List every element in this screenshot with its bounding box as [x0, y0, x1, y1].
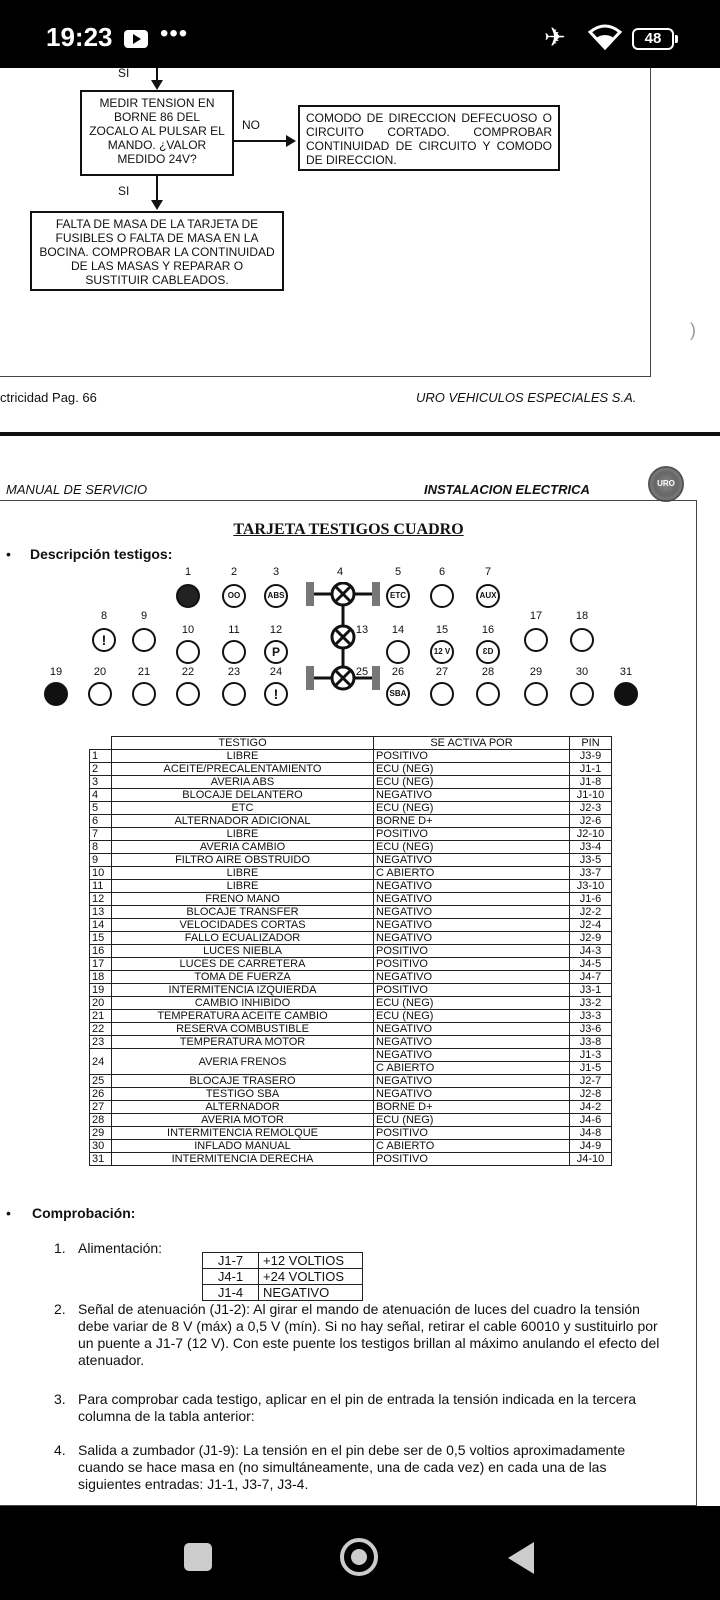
indicator-table [89, 736, 612, 1166]
testigo-cell: TEMPERATURA ACEITE CAMBIO [112, 1010, 374, 1023]
row-number-cell: 19 [90, 984, 112, 997]
flow-connector [234, 140, 286, 142]
table-row [90, 1036, 612, 1049]
activation-cell: NEGATIVO [374, 919, 570, 932]
arrow-left-icon [44, 682, 68, 706]
testigo-cell: ACEITE/PRECALENTAMIENTO [112, 763, 374, 776]
activation-cell: NEGATIVO [374, 906, 570, 919]
testigo-cell: LIBRE [112, 880, 374, 893]
table-row: J1-7 +12 VOLTIOS [203, 1253, 363, 1269]
icon-number: 3 [272, 566, 280, 578]
pin-cell: J4-6 [570, 1114, 612, 1127]
table-row [90, 1153, 612, 1166]
table-row [90, 1140, 612, 1153]
activation-cell: ECU (NEG) [374, 841, 570, 854]
row-number-cell: 26 [90, 1088, 112, 1101]
pin-cell: J3-1 [570, 984, 612, 997]
page-bottom-border [0, 376, 651, 377]
pin-cell: J1-10 [570, 789, 612, 802]
activation-cell: POSITIVO [374, 958, 570, 971]
pin-cell: J2-9 [570, 932, 612, 945]
paragraph-line: cuando se hace masa en (no simultáneamente, una de cada vez) en cada una de las [78, 1459, 607, 1475]
icon-number: 30 [575, 666, 589, 678]
testigo-cell: TEMPERATURA MOTOR [112, 1036, 374, 1049]
front-axle-lock-icon [306, 582, 380, 606]
row-number-cell: 7 [90, 828, 112, 841]
engine-temperature-icon [222, 682, 246, 706]
pin-cell: J3-5 [570, 854, 612, 867]
pin-cell: J2-6 [570, 815, 612, 828]
bullet-icon: • [6, 546, 11, 562]
table-row [90, 1075, 612, 1088]
header-manual: MANUAL DE SERVICIO [6, 482, 148, 497]
testigo-cell: FALLO ECUALIZADOR [112, 932, 374, 945]
activation-cell: NEGATIVO [374, 971, 570, 984]
table-row [90, 1101, 612, 1114]
gearbox-fault-icon: ! [92, 628, 116, 652]
testigo-cell: ALTERNADOR [112, 1101, 374, 1114]
table-row [90, 867, 612, 880]
activation-cell: NEGATIVO [374, 893, 570, 906]
icon-number: 10 [181, 624, 195, 636]
activation-cell: C ABIERTO [374, 867, 570, 880]
table-row [90, 802, 612, 815]
preheat-oil-icon: OO [222, 584, 246, 608]
testigo-cell: INTERMITENCIA DERECHA [112, 1153, 374, 1166]
arrow-down-icon [151, 200, 163, 210]
testigo-cell: AVERIA ABS [112, 776, 374, 789]
turtle-low-speed-icon [386, 640, 410, 664]
navigation-bar [0, 1506, 720, 1600]
pin-cell: J2-10 [570, 828, 612, 841]
activation-cell: NEGATIVO [374, 1036, 570, 1049]
pin-cell: J4-3 [570, 945, 612, 958]
pin-cell: J3-8 [570, 1036, 612, 1049]
pto-icon [570, 628, 594, 652]
row-number-cell: 3 [90, 776, 112, 789]
parking-brake-icon: P [264, 640, 288, 664]
paragraph-line: Salida a zumbador (J1-9): La tensión en el pin debe ser de 0,5 voltios aproximadamente [78, 1442, 626, 1458]
activation-cell: NEGATIVO [374, 854, 570, 867]
icon-number: 18 [575, 610, 589, 622]
activation-cell: NEGATIVO [374, 1075, 570, 1088]
aux-icon: AUX [476, 584, 500, 608]
pin-cell: J2-3 [570, 802, 612, 815]
column-header-activa: SE ACTIVA POR [374, 737, 570, 750]
icon-number: 12 [269, 624, 283, 636]
table-row [90, 750, 612, 763]
flow-connector [156, 176, 158, 200]
row-number-cell: 6 [90, 815, 112, 828]
table-row [90, 1010, 612, 1023]
paragraph-line: Señal de atenuación (J1-2): Al girar el mando de atenuación de luces del cuadro la tensión [78, 1301, 640, 1317]
fog-lights-icon: ƐD [476, 640, 500, 664]
sba-icon: SBA [386, 682, 410, 706]
page-right-border [650, 68, 651, 376]
pin-cell: J3-6 [570, 1023, 612, 1036]
gear-inhibit-icon [88, 682, 112, 706]
activation-cell: ECU (NEG) [374, 997, 570, 1010]
abs-icon: ABS [264, 584, 288, 608]
table-row [90, 789, 612, 802]
company-logo: URO [648, 466, 684, 502]
power-supply-table [202, 1252, 363, 1301]
activation-cell: POSITIVO [374, 984, 570, 997]
table-row [90, 1127, 612, 1140]
air-filter-icon [132, 628, 156, 652]
pin-cell: J1-3 [570, 1049, 612, 1062]
table-row [90, 1088, 612, 1101]
manual-inflation-icon [570, 682, 594, 706]
testigo-cell: LIBRE [112, 828, 374, 841]
home-button[interactable] [340, 1538, 378, 1576]
icon-number: 11 [228, 624, 240, 636]
icon-number: 20 [93, 666, 107, 678]
activation-cell: ECU (NEG) [374, 763, 570, 776]
fuel-pump-icon [176, 682, 200, 706]
icon-number: 1 [184, 566, 192, 578]
oil-can-icon [176, 584, 200, 608]
row-number-cell: 17 [90, 958, 112, 971]
icon-number: 2 [230, 566, 238, 578]
activation-cell: ECU (NEG) [374, 802, 570, 815]
row-number-cell: 31 [90, 1153, 112, 1166]
activation-cell: NEGATIVO [374, 1023, 570, 1036]
table-row [90, 997, 612, 1010]
pin-cell: J3-10 [570, 880, 612, 893]
table-row: J1-4 NEGATIVO [203, 1285, 363, 1301]
testigo-cell: FRENO MANO [112, 893, 374, 906]
row-number-cell: 13 [90, 906, 112, 919]
row-number-cell: 4 [90, 789, 112, 802]
icon-number: 21 [137, 666, 151, 678]
pin-cell: J2-7 [570, 1075, 612, 1088]
icon-number: 19 [49, 666, 63, 678]
icon-number: 27 [435, 666, 449, 678]
table-row [90, 828, 612, 841]
row-number-cell: 16 [90, 945, 112, 958]
testigo-cell: ETC [112, 802, 374, 815]
battery-indicator: 48 [632, 28, 674, 50]
testigo-cell: LIBRE [112, 750, 374, 763]
row-number-cell: 27 [90, 1101, 112, 1114]
equalizer-12v-icon: 12 V [430, 640, 454, 664]
high-beam-icon [524, 628, 548, 652]
pin-cell: J4-5 [570, 958, 612, 971]
row-number-cell: 22 [90, 1023, 112, 1036]
pin-cell: J1-1 [570, 763, 612, 776]
table-row [90, 958, 612, 971]
row-number-cell: 8 [90, 841, 112, 854]
pin-cell: J4-8 [570, 1127, 612, 1140]
pin-cell: J2-8 [570, 1088, 612, 1101]
testigo-cell: INTERMITENCIA REMOLQUE [112, 1127, 374, 1140]
icon-number: 4 [336, 566, 344, 578]
side-mark: ) [690, 320, 696, 340]
bullet-icon: • [6, 1205, 11, 1221]
activation-cell: BORNE D+ [374, 815, 570, 828]
row-number-cell: 25 [90, 1075, 112, 1088]
paragraph-line: debe variar de 8 V (máx) a 0,5 V (mín). Si no hay señal, retirar el cable 60010 y sustituirlo por [78, 1318, 658, 1334]
arrow-right-icon [614, 682, 638, 706]
row-number-cell: 20 [90, 997, 112, 1010]
icon-number: 26 [391, 666, 405, 678]
testigo-cell: BLOCAJE TRASERO [112, 1075, 374, 1088]
icon-number: 8 [100, 610, 108, 622]
row-number-cell: 11 [90, 880, 112, 893]
section-heading-comprobacion: Comprobación: [32, 1205, 136, 1221]
activation-cell: NEGATIVO [374, 789, 570, 802]
activation-cell: POSITIVO [374, 1153, 570, 1166]
pin-cell: J2-2 [570, 906, 612, 919]
icon-number: 13 [355, 624, 369, 636]
pin-cell: J4-10 [570, 1153, 612, 1166]
table-row [90, 763, 612, 776]
airplane-icon: ✈ [544, 22, 566, 52]
testigo-cell: RESERVA COMBUSTIBLE [112, 1023, 374, 1036]
icon-number: 14 [391, 624, 405, 636]
table-row [90, 776, 612, 789]
trailer-indicator-icon [524, 682, 548, 706]
testigo-cell: ALTERNADOR ADICIONAL [112, 815, 374, 828]
arrow-right-icon [286, 135, 296, 147]
table-header-row [90, 737, 612, 750]
table-row [90, 1049, 612, 1062]
activation-cell: ECU (NEG) [374, 776, 570, 789]
etc-icon: ETC [386, 584, 410, 608]
testigo-cell: BLOCAJE DELANTERO [112, 789, 374, 802]
icon-number: 28 [481, 666, 495, 678]
icon-number: 31 [619, 666, 633, 678]
flow-label-no: NO [242, 118, 260, 132]
activation-cell: NEGATIVO [374, 1049, 570, 1062]
testigo-cell: VELOCIDADES CORTAS [112, 919, 374, 932]
page-title: TARJETA TESTIGOS CUADRO [233, 521, 464, 538]
table-row [90, 945, 612, 958]
activation-cell: BORNE D+ [374, 1101, 570, 1114]
table-row [90, 880, 612, 893]
pin-cell: J1-5 [570, 1062, 612, 1075]
pin-cell: J3-9 [570, 750, 612, 763]
flow-label-si-mid: SI [118, 184, 130, 198]
paragraph-line: atenuador. [78, 1352, 145, 1368]
testigo-cell: AVERIA MOTOR [112, 1114, 374, 1127]
table-row [90, 815, 612, 828]
recent-apps-button[interactable] [184, 1543, 212, 1571]
page-separator [0, 432, 720, 436]
testigo-cell: LIBRE [112, 867, 374, 880]
row-number-cell: 9 [90, 854, 112, 867]
flow-box-medir: MEDIR TENSION EN BORNE 86 DEL ZOCALO AL PULSAR EL MANDO. ¿VALOR MEDIDO 24V? [80, 90, 234, 176]
section-heading-descripcion: Descripción testigos: [30, 546, 173, 562]
testigo-cell: LUCES NIEBLA [112, 945, 374, 958]
testigo-cell: INTERMITENCIA IZQUIERDA [112, 984, 374, 997]
icon-number: 15 [435, 624, 449, 636]
pin-cell: J4-2 [570, 1101, 612, 1114]
paragraph-line: siguientes entradas: J1-1, J3-7, J3-4. [78, 1476, 309, 1492]
engine-fault-icon [476, 682, 500, 706]
column-header-pin: PIN [570, 737, 612, 750]
paragraph-line: un puente a J1-7 (12 V). Con este puente los testigos brillan al máximo anulando el efecto del [78, 1335, 660, 1351]
activation-cell: C ABIERTO [374, 1140, 570, 1153]
table-row [90, 841, 612, 854]
row-number-cell: 2 [90, 763, 112, 776]
testigo-cell: LUCES DE CARRETERA [112, 958, 374, 971]
activation-cell: NEGATIVO [374, 1088, 570, 1101]
paragraph-line: columna de la tabla anterior: [78, 1408, 255, 1424]
header-section: INSTALACION ELECTRICA [424, 482, 590, 497]
row-number-cell: 12 [90, 893, 112, 906]
testigo-cell: BLOCAJE TRANSFER [112, 906, 374, 919]
row-number-cell: 30 [90, 1140, 112, 1153]
table-row [90, 906, 612, 919]
battery-icon [430, 584, 454, 608]
row-number-cell: 21 [90, 1010, 112, 1023]
icon-number: 29 [529, 666, 543, 678]
icon-number: 22 [181, 666, 195, 678]
icon-number: 23 [227, 666, 241, 678]
pin-cell: J2-4 [570, 919, 612, 932]
more-notifications-icon: ••• [160, 20, 189, 47]
page-footer-right: URO VEHICULOS ESPECIALES S.A. [416, 390, 637, 405]
table-row [90, 854, 612, 867]
status-bar [0, 0, 720, 68]
pin-cell: J3-2 [570, 997, 612, 1010]
free-indicator-icon [176, 640, 200, 664]
activation-cell: POSITIVO [374, 1127, 570, 1140]
activation-cell: ECU (NEG) [374, 1114, 570, 1127]
alimentacion-label: Alimentación: [78, 1240, 163, 1256]
page-footer-left: ctricidad Pag. 66 [0, 390, 97, 405]
youtube-icon [124, 30, 148, 48]
activation-cell: POSITIVO [374, 750, 570, 763]
row-number-cell: 1 [90, 750, 112, 763]
alternator-icon [430, 682, 454, 706]
pin-cell: J3-4 [570, 841, 612, 854]
table-row [90, 932, 612, 945]
row-number-cell: 15 [90, 932, 112, 945]
brake-fault-icon: ! [264, 682, 288, 706]
pin-cell: J1-6 [570, 893, 612, 906]
activation-cell: NEGATIVO [374, 880, 570, 893]
row-number-cell: 14 [90, 919, 112, 932]
icon-number: 17 [529, 610, 543, 622]
clock: 19:23 [46, 22, 113, 52]
gear-temperature-icon [132, 682, 156, 706]
icon-number: 7 [484, 566, 492, 578]
oil-pressure-icon [222, 640, 246, 664]
activation-cell: POSITIVO [374, 828, 570, 841]
testigo-cell: TOMA DE FUERZA [112, 971, 374, 984]
testigo-cell: FILTRO AIRE OBSTRUIDO [112, 854, 374, 867]
pin-cell: J3-7 [570, 867, 612, 880]
axle-lock-diagram [304, 582, 382, 700]
table-row [90, 984, 612, 997]
icon-number: 9 [140, 610, 148, 622]
icon-number: 24 [269, 666, 283, 678]
row-number-cell: 5 [90, 802, 112, 815]
row-number-cell: 18 [90, 971, 112, 984]
arrow-down-icon [151, 80, 163, 90]
activation-cell: C ABIERTO [374, 1062, 570, 1075]
wifi-icon [588, 24, 622, 55]
icon-number: 25 [355, 666, 369, 678]
row-number-cell: 24 [90, 1049, 112, 1075]
activation-cell: ECU (NEG) [374, 1010, 570, 1023]
pin-cell: J4-7 [570, 971, 612, 984]
row-number-cell: 29 [90, 1127, 112, 1140]
table-row [90, 919, 612, 932]
alimentacion-number: 1. [54, 1240, 66, 1256]
testigo-cell: INFLADO MANUAL [112, 1140, 374, 1153]
testigo-cell: CAMBIO INHIBIDO [112, 997, 374, 1010]
pin-cell: J1-8 [570, 776, 612, 789]
flow-box-comodo: COMODO DE DIRECCION DEFECUOSO O CIRCUITO CORTADO. COMPROBAR CONTINUIDAD DE CIRCUITO Y COMODO DE DIRECCION. [298, 105, 560, 171]
icon-number: 5 [394, 566, 402, 578]
testigo-cell: AVERIA FRENOS [112, 1049, 374, 1075]
table-row: J4-1 +24 VOLTIOS [203, 1269, 363, 1285]
activation-cell: NEGATIVO [374, 932, 570, 945]
activation-cell: POSITIVO [374, 945, 570, 958]
icon-number: 16 [481, 624, 495, 636]
icon-number: 6 [438, 566, 446, 578]
paragraph-line: Para comprobar cada testigo, aplicar en el pin de entrada la tensión indicada en la tercera [78, 1391, 637, 1407]
column-header-testigo: TESTIGO [112, 737, 374, 750]
pin-cell: J3-3 [570, 1010, 612, 1023]
flow-label-si-top: SI [118, 66, 130, 80]
flow-box-falta: FALTA DE MASA DE LA TARJETA DE FUSIBLES O FALTA DE MASA EN LA BOCINA. COMPROBAR LA CONTINUIDAD DE LAS MASAS Y REPARAR O SUSTITUIR CABLEADOS. [30, 211, 284, 291]
table-row [90, 893, 612, 906]
row-number-cell: 10 [90, 867, 112, 880]
testigo-cell: TESTIGO SBA [112, 1088, 374, 1101]
back-button[interactable] [508, 1542, 534, 1574]
testigo-cell: AVERIA CAMBIO [112, 841, 374, 854]
row-number-cell: 28 [90, 1114, 112, 1127]
pin-cell: J4-9 [570, 1140, 612, 1153]
table-row [90, 1023, 612, 1036]
row-number-cell: 23 [90, 1036, 112, 1049]
table-row [90, 1114, 612, 1127]
table-row [90, 971, 612, 984]
